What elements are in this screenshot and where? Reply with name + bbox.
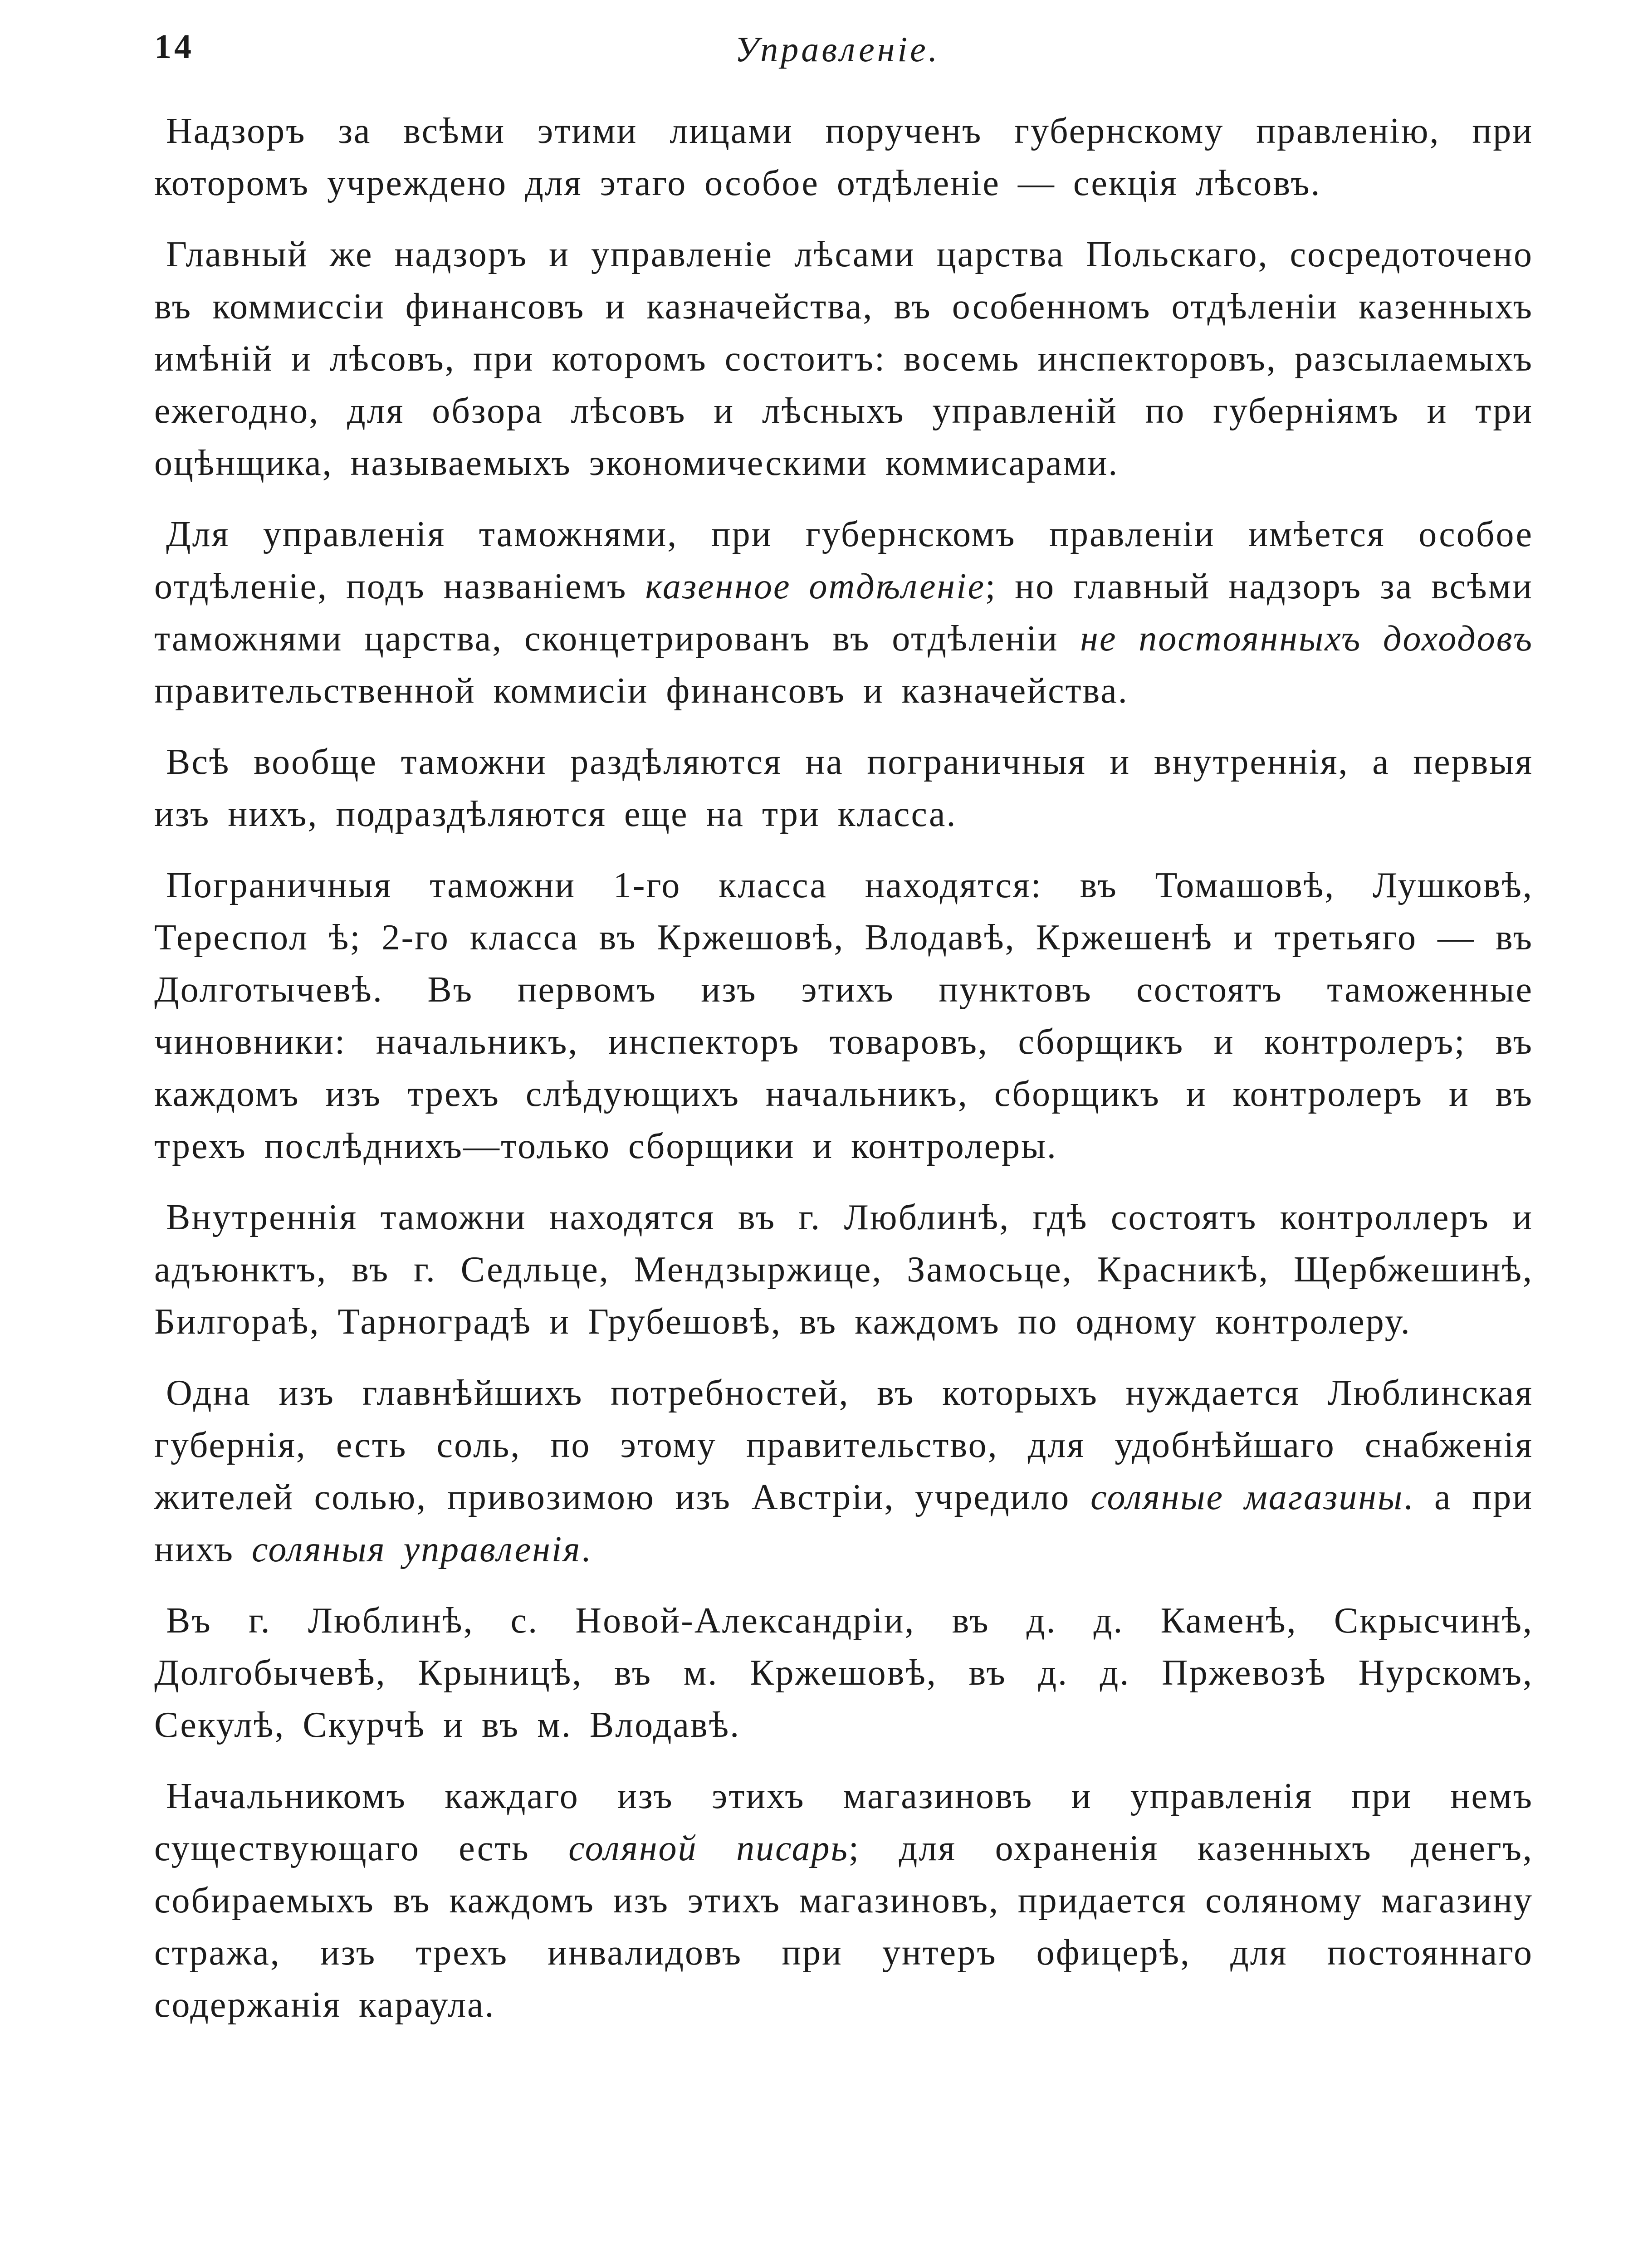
italic-term: казенное отдѣленіе xyxy=(645,567,985,606)
paragraph xyxy=(154,105,1533,210)
page-header xyxy=(154,27,1533,82)
text-run: . а при нихъ xyxy=(154,1477,1534,1569)
paragraph xyxy=(154,1770,1533,2031)
paragraph xyxy=(154,860,1533,1173)
text-run: ; для охраненія казенныхъ денегъ, собираемыхъ въ каждомъ изъ этихъ магазиновъ, придается соляному магазину стража, изъ трехъ инвалидовъ при унтеръ офицерѣ, для постояннаго содержанія караула. xyxy=(154,1828,1534,2025)
paragraph xyxy=(154,508,1533,717)
italic-term: соляныя управленія xyxy=(251,1530,582,1569)
text-run: Для управленія таможнями, при губернскомъ правленіи имѣется особое отдѣленіе, подъ названіемъ xyxy=(154,514,1533,606)
text-run: Въ г. Люблинѣ, с. Новой-Александріи, въ д. д. Каменѣ, Скрысчинѣ, Долгобычевѣ, Крыницѣ, въ м. Кржешовѣ, въ д. д. Пржевозѣ Нурскомъ, Секулѣ, Скурчѣ и въ м. Влодавѣ. xyxy=(154,1601,1533,1745)
text-run: Всѣ вообще таможни раздѣляются на пограничныя и внутреннія, а первыя изъ нихъ, подраздѣляются еще на три класса. xyxy=(154,742,1533,834)
paragraph xyxy=(154,1595,1533,1751)
text-run: правительственной коммисіи финансовъ и казначейства. xyxy=(154,671,1129,711)
paragraph xyxy=(154,1192,1533,1348)
text-run: Начальникомъ каждаго изъ этихъ магазиновъ и управленія при немъ существующаго есть xyxy=(154,1776,1533,1868)
paragraph xyxy=(154,229,1533,489)
text-run: ; но главный надзоръ за всѣми таможнями царства, сконцетрированъ въ отдѣленіи xyxy=(154,567,1533,659)
text-run: Главный же надзоръ и управленіе лѣсами царства Польскаго, сосредоточено въ коммиссіи финансовъ и казначейства, въ особенномъ отдѣленіи казенныхъ имѣній и лѣсовъ, при которомъ состоитъ: восемь инспекторовъ, разсылаемыхъ ежегодно, для обзора лѣсовъ и лѣсныхъ управленій по губерніямъ и три оцѣнщика, называемыхъ экономическими коммисарами. xyxy=(154,235,1533,483)
text-run: . xyxy=(581,1530,592,1569)
italic-term: соляной писарь xyxy=(568,1828,849,1868)
text-run: Одна изъ главнѣйшихъ потребностей, въ которыхъ нуждается Люблинская губернія, есть соль, по этому правительство, для удобнѣйшаго снабженія жителей солью, привозимою изъ Австріи, учредило xyxy=(154,1373,1533,1517)
italic-term: не постоянныхъ доходовъ xyxy=(1080,619,1533,659)
italic-term: соляные магазины xyxy=(1090,1477,1404,1517)
page-number: 14 xyxy=(154,28,194,66)
paragraph xyxy=(154,1367,1533,1576)
paragraph xyxy=(154,736,1533,841)
running-title: Управленіе. xyxy=(735,29,940,69)
text-run: Пограничныя таможни 1-го класса находятся: въ Томашовѣ, Лушковѣ, Тереспол ѣ; 2-го класса въ Кржешовѣ, Влодавѣ, Кржешенѣ и третьяго — въ Долготычевѣ. Въ первомъ изъ этихъ пунктовъ состоятъ таможенные чиновники: начальникъ, инспекторъ товаровъ, сборщикъ и контролеръ; въ каждомъ изъ трехъ слѣдующихъ начальникъ, сборщикъ и контролеръ и въ трехъ послѣднихъ—только сборщики и контролеры. xyxy=(154,865,1533,1166)
body-text xyxy=(154,105,1533,2050)
text-run: Внутреннія таможни находятся въ г. Люблинѣ, гдѣ состоятъ контроллеръ и адъюнктъ, въ г. Седльце, Мендзыржице, Замосьце, Красникѣ, Щербжешинѣ, Билгораѣ, Тарноградѣ и Грубешовѣ, въ каждомъ по одному контролеру. xyxy=(154,1198,1533,1342)
text-run: Надзоръ за всѣми этими лицами порученъ губернскому правленію, при которомъ учреждено для этаго особое отдѣленіе — секція лѣсовъ. xyxy=(154,111,1533,203)
